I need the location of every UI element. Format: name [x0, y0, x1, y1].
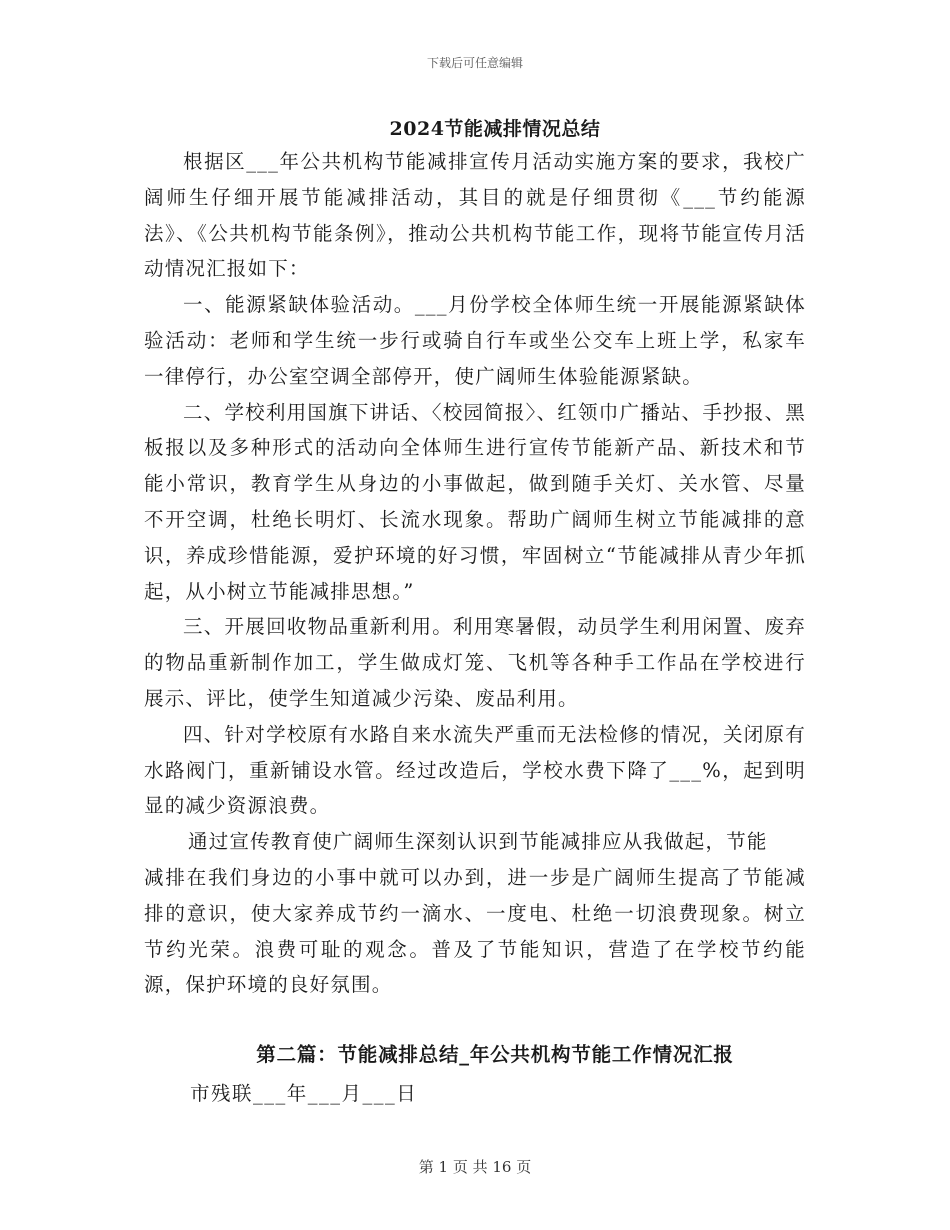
paragraph-item-4: 四、针对学校原有水路自来水流失严重而无法检修的情况，关闭原有水路阀门，重新铺设水管。经过改造后，学校水费下降了___%，起到明显的减少资源浪费。	[144, 722, 806, 818]
header-note: 下载后可任意编辑	[426, 56, 523, 70]
summary-rest: 减排在我们身边的小事中就可以办到，进一步是广阔师生提高了节能减排的意识，使大家养成节约一滴水、一度电、杜绝一切浪费现象。树立节约光荣。浪费可耻的观念。普及了节能知识，营造了在学校节约能源，保护环境的良好氛围。	[144, 865, 806, 997]
page-footer: 第 1 页 共 16 页	[418, 1158, 532, 1176]
paragraph-item-2: 二、学校利用国旗下讲话、〈校园简报〉、红领巾广播站、手抄报、黑板报以及多种形式的活动向全体师生进行宣传节能新产品、新技术和节能小常识，教育学生从身边的小事做起，做到随手关灯、关水管、尽量不开空调，杜绝长明灯、长流水现象。帮助广阔师生树立节能减排的意识，养成珍惜能源，爱护环境的好习惯，牢固树立“节能减排从青少年抓起，从小树立节能减排思想。”	[144, 400, 806, 603]
paragraph-item-3: 三、开展回收物品重新利用。利用寒暑假，动员学生利用闲置、废弃的物品重新制作加工，学生做成灯笼、飞机等各种手工作品在学校进行展示、评比，使学生知道减少污染、废品利用。	[144, 615, 806, 710]
date-line: 市残联___年___月___日	[190, 1082, 418, 1105]
document-title: 2024节能减排情况总结	[389, 118, 601, 140]
document-body	[144, 144, 806, 1003]
paragraph-item-1: 一、能源紧缺体验活动。___月份学校全体师生统一开展能源紧缺体验活动：老师和学生统一步行或骑自行车或坐公交车上班上学，私家车一律停行，办公室空调全部停开，使广阔师生体验能源紧缺。	[144, 293, 806, 388]
section-title: 第二篇：节能减排总结_年公共机构节能工作情况汇报	[256, 1043, 734, 1066]
summary-first-line: 通过宣传教育使广阔师生深刻认识到节能减排应从我做起，节能	[188, 830, 768, 854]
paragraph-intro: 根据区___年公共机构节能减排宣传月活动实施方案的要求，我校广阔师生仔细开展节能减排活动，其目的就是仔细贯彻《___节约能源法》、《公共机构节能条例》，推动公共机构节能工作，现将节能宣传月活动情况汇报如下：	[144, 150, 806, 281]
paragraph-summary	[144, 824, 806, 1003]
